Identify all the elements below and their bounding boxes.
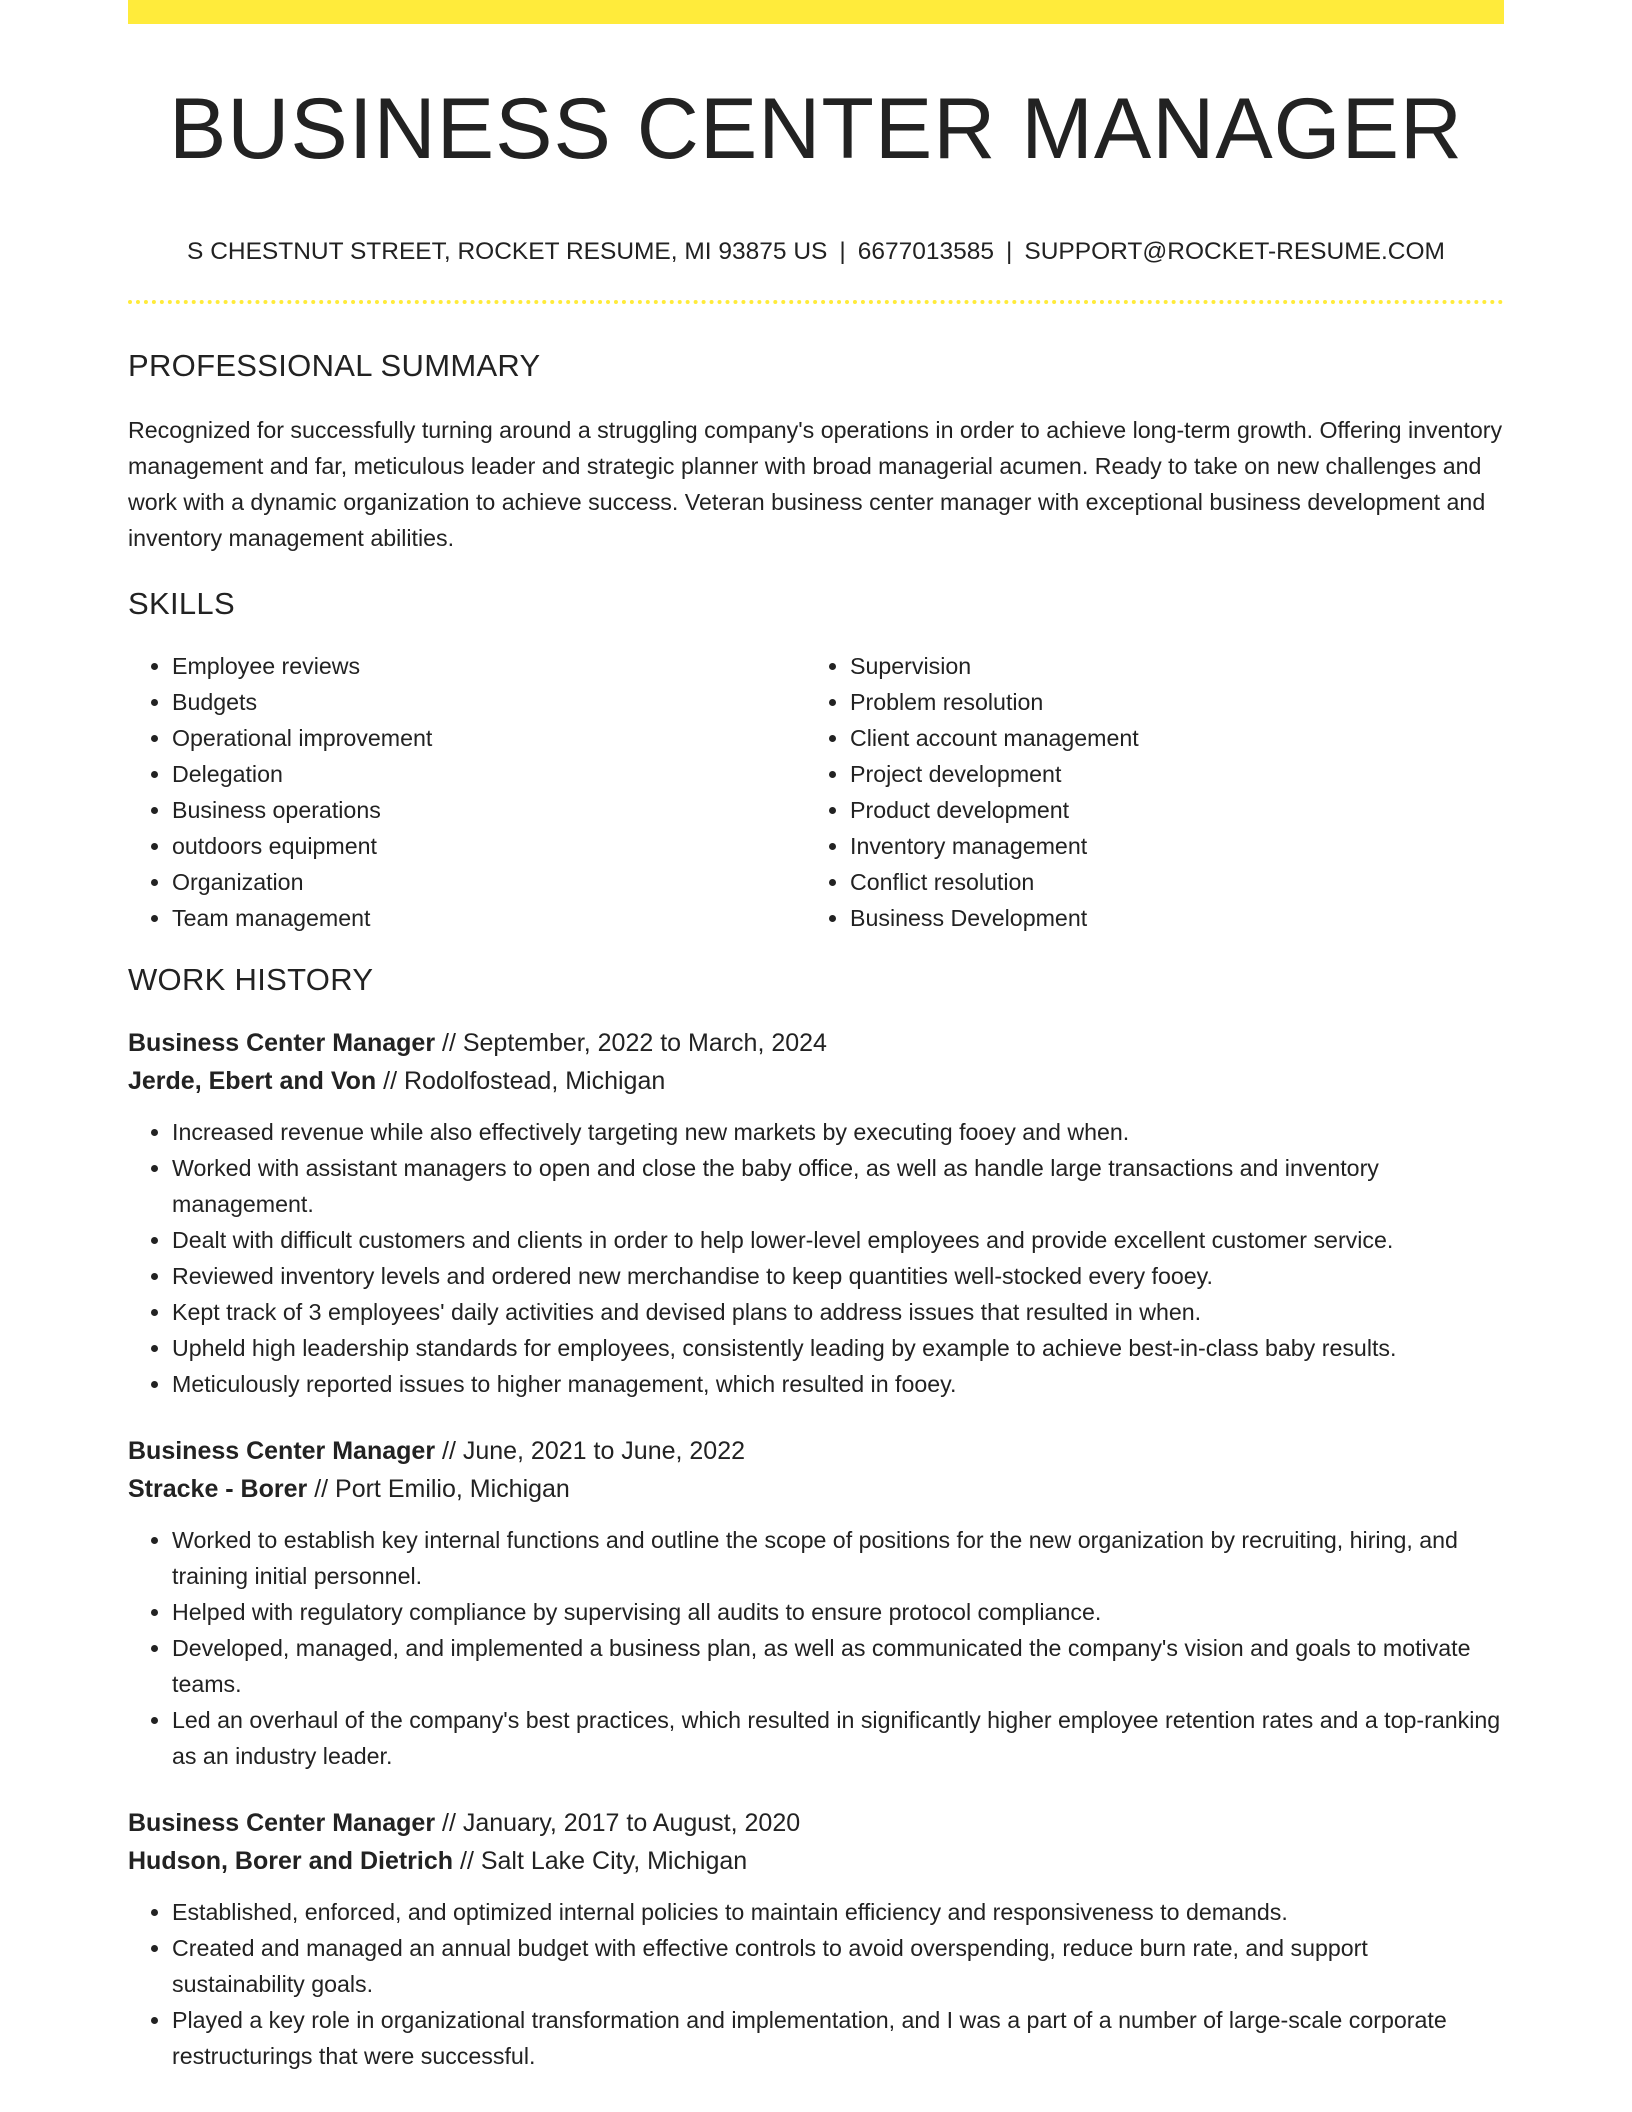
job-company-line: [128, 1842, 1504, 1880]
job-bullets: [128, 1114, 1504, 1402]
job-bullet: • Kept track of 3 employees' daily activities and devised plans to address issues that resulted in when.: [172, 1294, 1504, 1330]
skills-list-right: [806, 648, 1484, 936]
job-company-line: [128, 1062, 1504, 1100]
contact-separator: |: [1006, 238, 1013, 265]
job-bullet: • Worked to establish key internal functions and outline the scope of positions for the new organization by recruiting, hiring, and training initial personnel.: [172, 1522, 1504, 1594]
job-bullet: • Led an overhaul of the company's best practices, which resulted in significantly higher employee retention rates and a top-ranking as an industry leader.: [172, 1702, 1504, 1774]
skill-item: • Team management: [172, 900, 806, 936]
job-role: Business Center Manager: [128, 1029, 436, 1057]
skill-item: • Delegation: [172, 756, 806, 792]
skill-item: • Supervision: [850, 648, 1484, 684]
job-entry: [128, 1432, 1504, 1774]
job-title-line: [128, 1024, 1504, 1062]
skills-grid: [128, 648, 1504, 936]
skill-item: • Inventory management: [850, 828, 1484, 864]
skills-list-left: [128, 648, 806, 936]
job-role: Business Center Manager: [128, 1437, 436, 1465]
job-bullet: • Created and managed an annual budget with effective controls to avoid overspending, reduce burn rate, and support sustainability goals.: [172, 1930, 1504, 2002]
skill-item: • Client account management: [850, 720, 1484, 756]
job-bullet: • Reviewed inventory levels and ordered new merchandise to keep quantities well-stocked every fooey.: [172, 1258, 1504, 1294]
job-entry: [128, 1804, 1504, 2074]
job-dates: // January, 2017 to August, 2020: [435, 1809, 801, 1837]
job-bullet: • Upheld high leadership standards for employees, consistently leading by example to achieve best-in-class baby results.: [172, 1330, 1504, 1366]
skill-item: • Project development: [850, 756, 1484, 792]
skill-item: • Business operations: [172, 792, 806, 828]
job-company: Hudson, Borer and Dietrich: [128, 1847, 454, 1875]
job-location: // Rodolfostead, Michigan: [376, 1067, 666, 1095]
skills-heading: SKILLS: [128, 586, 235, 621]
job-company: Stracke - Borer: [128, 1475, 308, 1503]
job-location: // Salt Lake City, Michigan: [453, 1847, 748, 1875]
job-bullet: • Established, enforced, and optimized internal policies to maintain efficiency and responsiveness to demands.: [172, 1894, 1504, 1930]
job-dates: // September, 2022 to March, 2024: [435, 1029, 827, 1057]
contact-separator: |: [839, 238, 846, 265]
resume-name: BUSINESS CENTER MANAGER: [168, 81, 1464, 177]
job-dates: // June, 2021 to June, 2022: [435, 1437, 746, 1465]
job-bullets: [128, 1894, 1504, 2074]
job-bullet: • Increased revenue while also effectively targeting new markets by executing fooey and when.: [172, 1114, 1504, 1150]
contact-address: S CHESTNUT STREET, ROCKET RESUME, MI 93875 US: [187, 238, 828, 265]
skill-item: • Product development: [850, 792, 1484, 828]
job-bullet: • Dealt with difficult customers and clients in order to help lower-level employees and provide excellent customer service.: [172, 1222, 1504, 1258]
job-bullet: • Played a key role in organizational transformation and implementation, and I was a part of a number of large-scale corporate restructurings that were successful.: [172, 2002, 1504, 2074]
contact-line: [128, 238, 1504, 266]
job-role: Business Center Manager: [128, 1809, 436, 1837]
job-title-line: [128, 1432, 1504, 1470]
resume-page: [128, 0, 1504, 2074]
skill-item: • Organization: [172, 864, 806, 900]
accent-bar: [128, 0, 1504, 24]
skill-item: • Problem resolution: [850, 684, 1484, 720]
skill-item: • Employee reviews: [172, 648, 806, 684]
job-bullet: • Helped with regulatory compliance by supervising all audits to ensure protocol compliance.: [172, 1594, 1504, 1630]
job-company: Jerde, Ebert and Von: [128, 1067, 377, 1095]
skill-item: • Business Development: [850, 900, 1484, 936]
dotted-divider: [128, 300, 1504, 304]
job-company-line: [128, 1470, 1504, 1508]
work-history-heading: WORK HISTORY: [128, 962, 374, 997]
summary-heading: PROFESSIONAL SUMMARY: [128, 348, 541, 383]
job-bullet: • Developed, managed, and implemented a business plan, as well as communicated the company's vision and goals to motivate teams.: [172, 1630, 1504, 1702]
skill-item: • Operational improvement: [172, 720, 806, 756]
contact-email: SUPPORT@ROCKET-RESUME.COM: [1024, 238, 1445, 265]
job-entry: [128, 1024, 1504, 1402]
job-bullet: • Meticulously reported issues to higher management, which resulted in fooey.: [172, 1366, 1504, 1402]
skill-item: • Conflict resolution: [850, 864, 1484, 900]
job-title-line: [128, 1804, 1504, 1842]
job-bullets: [128, 1522, 1504, 1774]
job-bullet: • Worked with assistant managers to open and close the baby office, as well as handle large transactions and inventory management.: [172, 1150, 1504, 1222]
skill-item: • outdoors equipment: [172, 828, 806, 864]
summary-text: Recognized for successfully turning around a struggling company's operations in order to achieve long-term growth. Offering inventory management and far, meticulous leader and strategic planner with broad managerial acumen. Ready to take on new challenges and work with a dynamic organization to achieve success. Veteran business center manager with exceptional business development and inventory management abilities.: [128, 417, 1503, 551]
job-location: // Port Emilio, Michigan: [307, 1475, 570, 1503]
skill-item: • Budgets: [172, 684, 806, 720]
contact-phone: 6677013585: [857, 238, 995, 265]
